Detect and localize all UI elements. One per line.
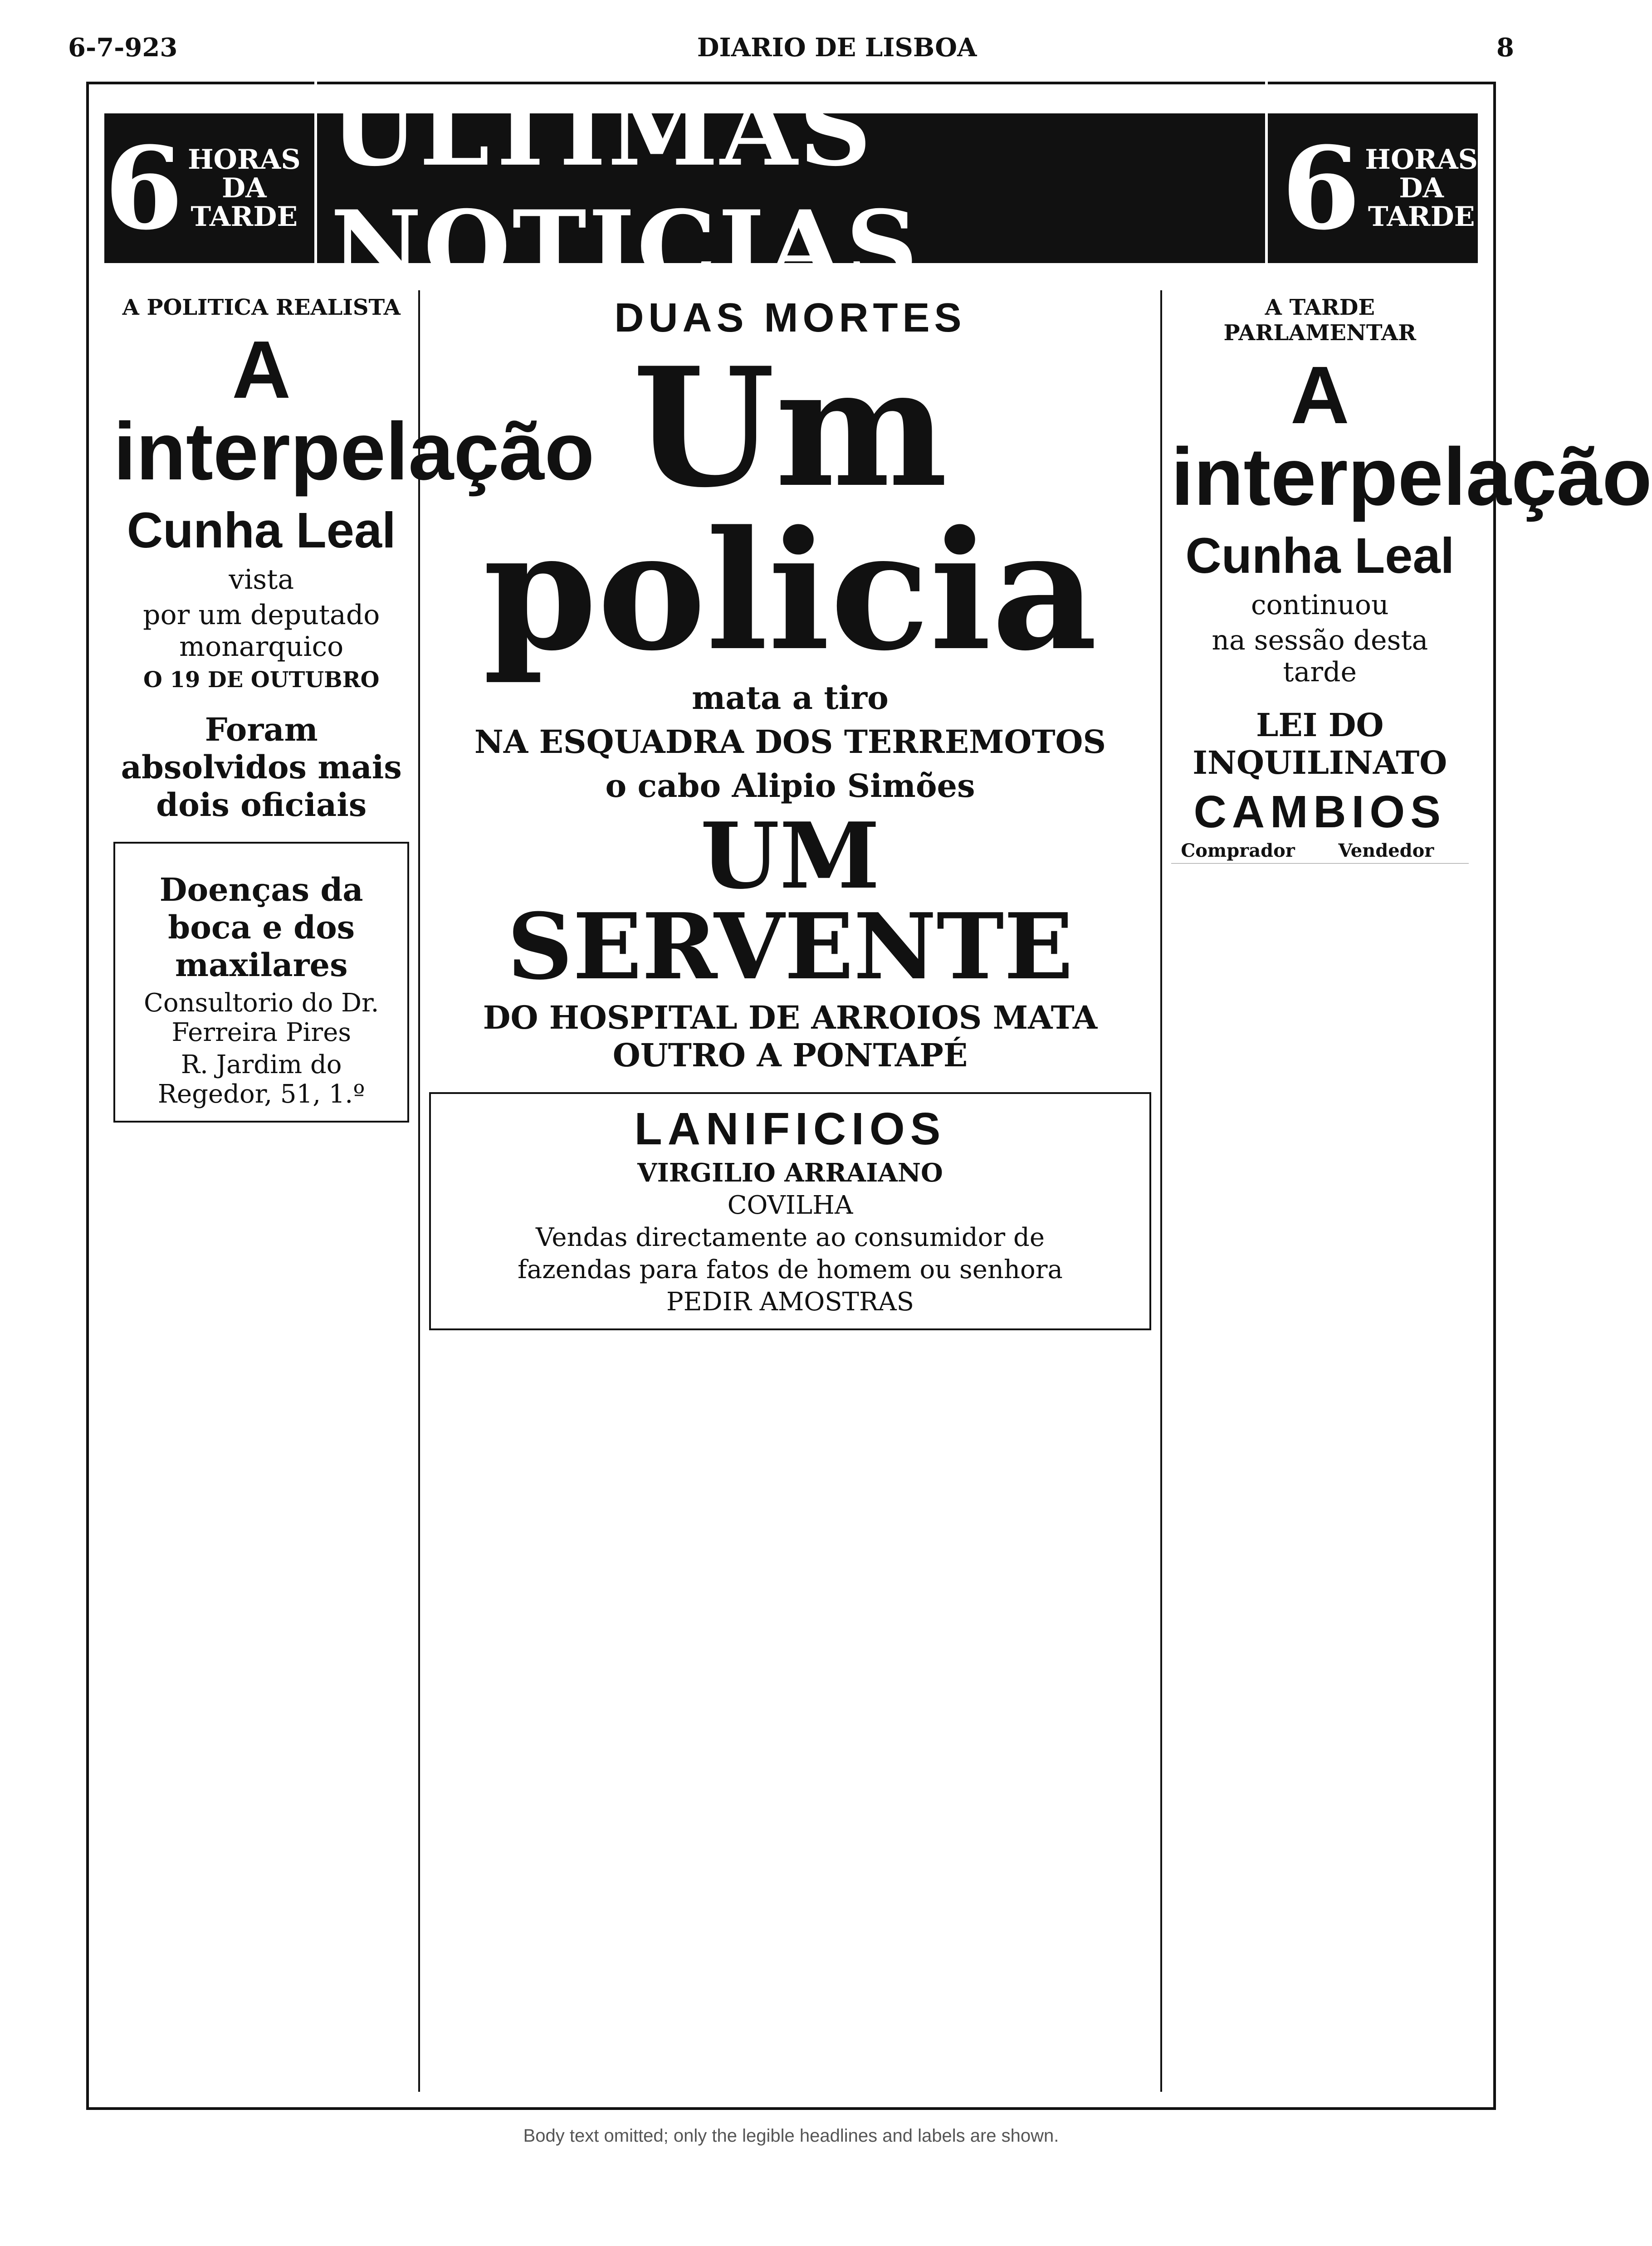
- page-number: 8: [1496, 33, 1514, 63]
- left-subhead: Cunha Leal: [127, 503, 396, 558]
- exchange-table: Comprador Vendedor: [1171, 838, 1469, 864]
- left-column: [104, 290, 595, 2092]
- article-columns: [104, 290, 1652, 2092]
- masthead: [104, 71, 1478, 306]
- center-deck: mata a tiro: [692, 679, 889, 717]
- hour-badge-right: 6 HORAS DA TARDE: [1281, 122, 1478, 255]
- center-column: [420, 290, 1162, 2092]
- center-headline: Um policia: [483, 332, 1098, 687]
- dental-ad: Doenças da boca e dos maxilares Consultorio do Dr. Ferreira Pires R. Jardim do Regedor, 51, 1.º: [113, 842, 409, 1123]
- center-kicker: DUAS MORTES: [614, 295, 966, 341]
- left-deck-2: por um deputado monarquico: [143, 599, 380, 663]
- exchange-title: CAMBIOS: [1193, 786, 1446, 837]
- right-column: [1162, 290, 1652, 2092]
- right-deck-1: continuou: [1251, 589, 1389, 621]
- issue-date: 6-7-923: [68, 33, 178, 63]
- omission-note: Body text omitted; only the legible headlines and labels are shown.: [523, 2126, 1059, 2146]
- right-deck-2: na sessão desta tarde: [1212, 625, 1428, 688]
- story2-headline: UM SERVENTE: [507, 803, 1073, 1000]
- right-subhead: Cunha Leal: [1185, 528, 1455, 584]
- left-section-head: Foram absolvidos mais dois oficiais: [121, 711, 402, 824]
- story2-deck: DO HOSPITAL DE ARROIOS MATA OUTRO A PONTAPÉ: [483, 999, 1098, 1074]
- hour-badge-left: 6 HORAS DA TARDE: [104, 122, 301, 255]
- rent-law-head: LEI DO INQUILINATO: [1193, 706, 1447, 781]
- left-section: O 19 DE OUTUBRO: [143, 667, 380, 693]
- running-header: [68, 27, 1514, 68]
- victim-name: o cabo Alipio Simões: [605, 767, 975, 805]
- right-headline: A interpelação: [1171, 350, 1652, 522]
- lanificios-ad: LANIFICIOS VIRGILIO ARRAIANO COVILHA Vendas directamente ao consumidor de fazendas para fatos de homem ou senhora PEDIR AMOSTRAS: [429, 1092, 1151, 1330]
- masthead-title: ULTIMAS NOTICIAS: [314, 63, 1268, 313]
- right-kicker: A TARDE PARLAMENTAR: [1223, 295, 1417, 346]
- left-headline: A interpelação: [113, 324, 595, 497]
- paper-name: DIARIO DE LISBOA: [697, 33, 977, 63]
- center-subhead: NA ESQUADRA DOS TERREMOTOS: [474, 723, 1106, 761]
- left-kicker: A POLITICA REALISTA: [122, 295, 401, 320]
- left-deck-1: vista: [229, 564, 294, 596]
